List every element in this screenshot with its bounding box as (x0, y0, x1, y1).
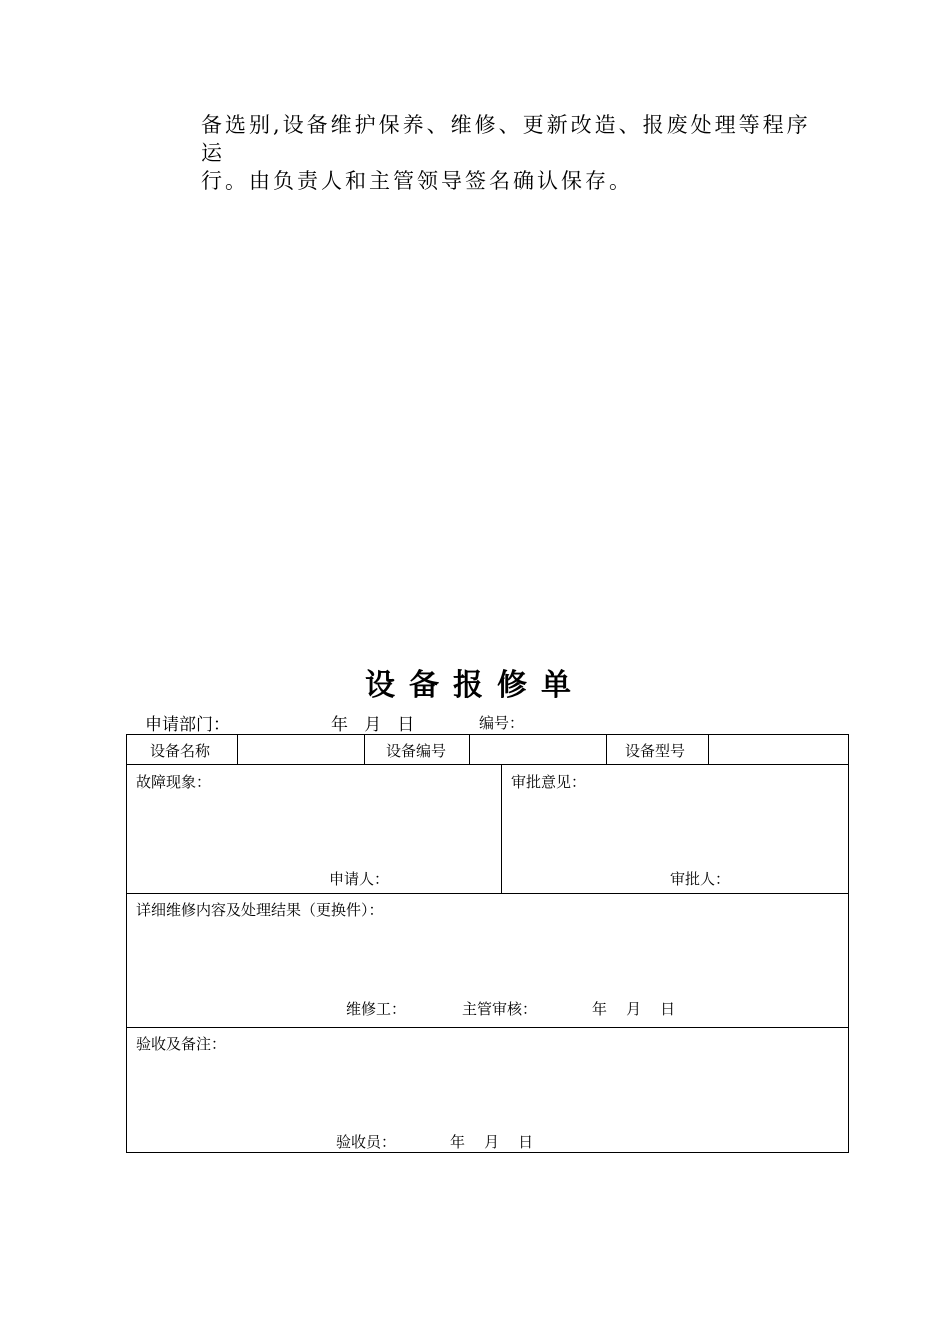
acceptance-label: 验收及备注： (136, 1035, 227, 1053)
equipment-name-field[interactable] (238, 736, 363, 763)
col-divider (501, 764, 502, 893)
repair-date-label: 年 月 日 (592, 1000, 676, 1018)
fault-label: 故障现象： (136, 773, 212, 791)
header-date-label: 年 月 日 (331, 715, 415, 735)
row-divider (127, 893, 848, 894)
repairer-label: 维修工： (346, 1000, 407, 1018)
paragraph-line-2: 行。由负责人和主管领导签名确认保存。 (201, 169, 633, 193)
row-divider (127, 1027, 848, 1028)
applicant-label: 申请人： (329, 870, 390, 888)
approver-label: 审批人： (670, 870, 731, 888)
col-divider (606, 735, 607, 764)
col-divider (364, 735, 365, 764)
approval-label: 审批意见： (511, 773, 587, 791)
department-label: 申请部门： (145, 715, 230, 735)
repair-form-table (126, 734, 849, 1153)
row-divider (127, 764, 848, 765)
equipment-model-field[interactable] (709, 736, 847, 763)
equipment-number-field[interactable] (470, 736, 605, 763)
equipment-model-label: 设备型号 (625, 742, 686, 760)
acceptance-date-label: 年 月 日 (450, 1133, 534, 1151)
supervisor-review-label: 主管审核： (462, 1000, 538, 1018)
paragraph-line-1: 备选别,设备维护保养、维修、更新改造、报废处理等程序运 (201, 113, 811, 165)
equipment-name-label: 设备名称 (150, 742, 211, 760)
form-title: 设备报修单 (365, 668, 585, 703)
inspector-label: 验收员： (336, 1133, 397, 1151)
repair-details-label: 详细维修内容及处理结果（更换件）： (136, 901, 384, 919)
number-label: 编号： (479, 714, 525, 732)
equipment-number-label: 设备编号 (386, 742, 447, 760)
intro-paragraph (201, 111, 811, 195)
